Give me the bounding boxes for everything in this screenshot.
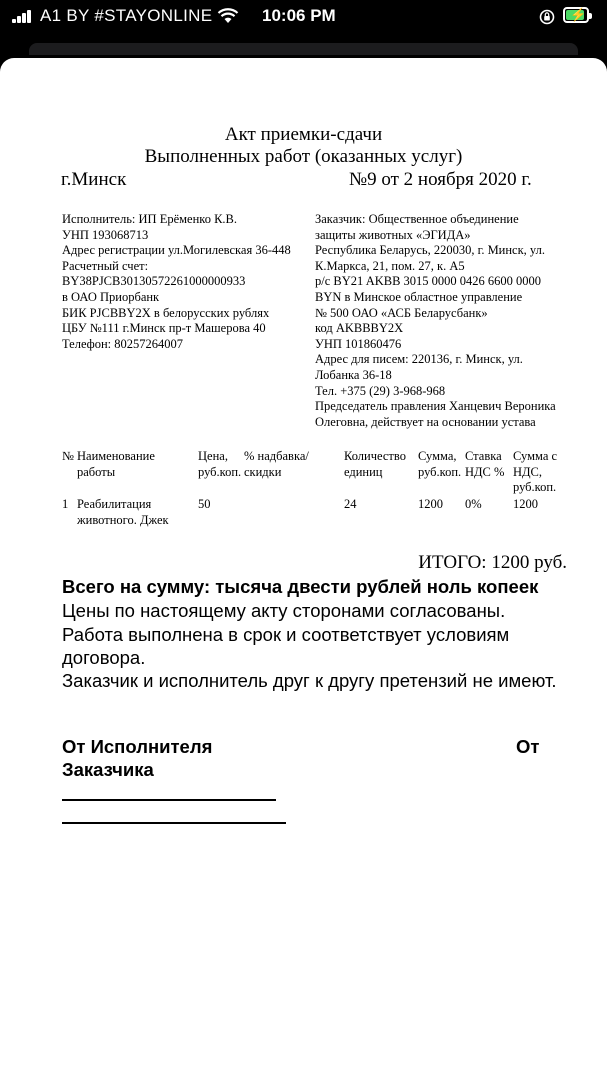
customer-line: Республика Беларусь, 220030, г. Минск, ул.	[315, 243, 545, 258]
executor-line: Исполнитель: ИП Ерёменко К.В.	[62, 212, 238, 226]
customer-line: Лобанка 36-18	[315, 367, 392, 382]
header-vat-rate: Ставка НДС %	[465, 449, 505, 479]
customer-line: р/с BY21 AKBB 3015 0000 0426 6600 0000	[315, 274, 542, 289]
cell-vat-rate: 0%	[465, 497, 482, 511]
background-sheet-edge	[29, 43, 578, 55]
header-no: №	[62, 449, 74, 463]
header-name: Наименование работы	[77, 449, 155, 479]
executor-line: Адрес регистрации ул.Могилевская 36-448	[62, 243, 291, 258]
executor-line: в ОАО Приорбанк	[62, 289, 160, 304]
customer-signature-label-cont: Заказчика	[62, 759, 154, 780]
header-markup: % надбавка/ скидки	[244, 449, 309, 479]
cell-price: 50	[198, 497, 211, 511]
cell-name: Реабилитация животного. Джек	[77, 497, 169, 527]
customer-line: Адрес для писем: 220136, г. Минск, ул.	[315, 352, 523, 367]
status-bar	[0, 0, 607, 34]
executor-line: ЦБУ №111 г.Минск пр-т Машерова 40	[62, 321, 266, 336]
total-amount: ИТОГО: 1200 руб.	[418, 552, 567, 573]
paragraph: договора.	[62, 647, 146, 668]
customer-signature-line	[62, 822, 286, 824]
sum-in-words: Всего на сумму: тысяча двести рублей ноль копеек	[62, 576, 539, 597]
cell-no: 1	[62, 497, 69, 511]
customer-signature-label: От	[516, 736, 540, 757]
charging-bolt-icon: ⚡	[570, 7, 587, 22]
act-number-date: №9 от 2 ноября 2020 г.	[349, 169, 532, 190]
document-title: Акт приемки-сдачи	[224, 124, 383, 145]
cell-sum-with-vat: 1200	[513, 497, 538, 511]
battery-icon	[563, 7, 589, 23]
executor-line: BY38PJCB30130572261000000933	[62, 274, 246, 289]
executor-line: Телефон: 80257264007	[62, 336, 184, 351]
header-sum: Сумма, руб.коп.	[418, 449, 462, 479]
header-quantity: Количество единиц	[344, 449, 406, 479]
customer-line: защиты животных «ЭГИДА»	[315, 227, 471, 242]
executor-line: БИК PJCBBY2X в белорусских рублях	[62, 305, 270, 320]
cell-sum: 1200	[418, 497, 443, 511]
executor-line: Расчетный счет:	[62, 258, 149, 273]
executor-line: УНП 193068713	[62, 227, 149, 242]
customer-line: № 500 ОАО «АСБ Беларусбанк»	[315, 305, 488, 320]
executor-signature-line	[62, 799, 276, 801]
customer-line: BYN в Минское областное управление	[315, 289, 523, 304]
customer-line: код AKBBBY2X	[315, 321, 404, 336]
header-price: Цена, руб.коп.	[198, 449, 242, 479]
cell-quantity: 24	[344, 497, 357, 511]
wifi-icon	[217, 8, 239, 24]
executor-details	[62, 212, 291, 352]
customer-line: Председатель правления Ханцевич Вероника	[315, 399, 556, 414]
city: г.Минск	[61, 169, 127, 190]
customer-line: Олеговна, действует на основании устава	[315, 414, 536, 429]
carrier-name: A1 BY #STAYONLINE	[40, 6, 213, 25]
orientation-lock-icon	[539, 9, 555, 25]
customer-line: Тел. +375 (29) 3-968-968	[315, 383, 446, 398]
customer-line: УНП 101860476	[315, 336, 402, 351]
clock-time: 10:06 PM	[262, 6, 336, 25]
customer-details	[315, 212, 556, 430]
executor-signature-label: От Исполнителя	[62, 736, 213, 757]
document-subtitle: Выполненных работ (оказанных услуг)	[144, 146, 463, 167]
header-sum-with-vat: Сумма с НДС, руб.коп.	[513, 449, 558, 495]
paragraph: Цены по настоящему акту сторонами согласованы.	[62, 600, 506, 621]
signal-icon	[12, 10, 32, 23]
customer-line: Заказчик: Общественное объединение	[315, 212, 519, 226]
paragraph: Заказчик и исполнитель друг к другу претензий не имеют.	[62, 670, 557, 691]
paragraph: Работа выполнена в срок и соответствует условиям	[62, 624, 510, 645]
document-viewer[interactable]	[0, 58, 607, 1080]
customer-line: К.Маркса, 21, пом. 27, к. А5	[315, 258, 465, 273]
